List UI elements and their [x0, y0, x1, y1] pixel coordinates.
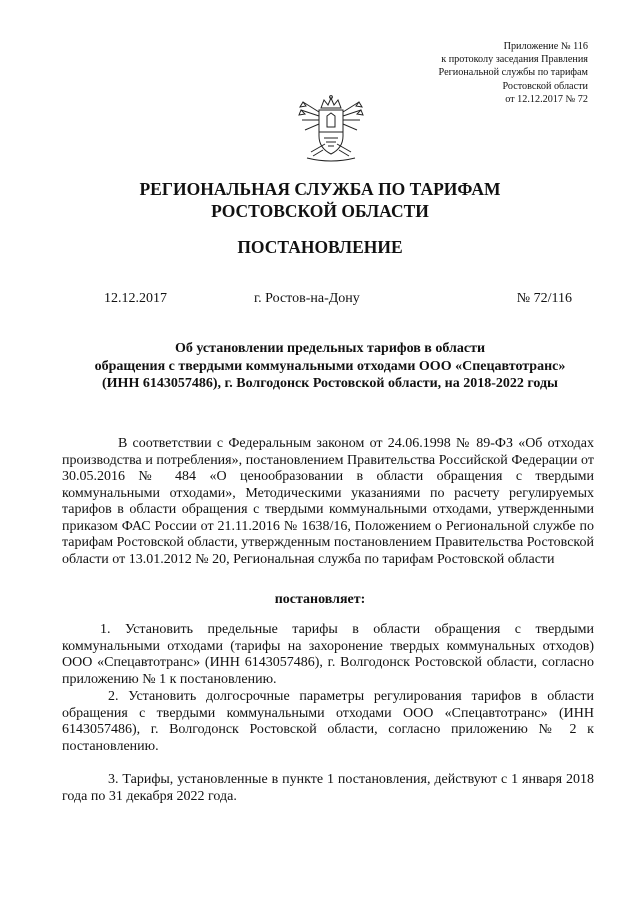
appendix-line-4: Ростовской области [502, 80, 588, 92]
appendix-line-1: Приложение № 116 [503, 41, 588, 52]
appendix-line-5: от 12.12.2017 № 72 [505, 93, 588, 105]
organization-title-line-2: РОСТОВСКОЙ ОБЛАСТИ [211, 201, 429, 221]
resolves-heading: постановляет: [274, 592, 366, 607]
appendix-line-2: к протоколу заседания Правления [441, 54, 588, 66]
document-subject [60, 340, 600, 393]
subject-line-2: обращения с твердыми коммунальными отходами ООО «Спецавтотранс» [94, 358, 566, 374]
resolution-item-2: 2. Установить долгосрочные параметры регулирования тарифов в области обращения с твердыми коммунальными отходами ООО «Спецавтотранс» (ИНН 6143057486), г. Волгодонск Ростовской области, согласно приложению № 2 к постановлению. [62, 689, 594, 754]
organization-title [0, 178, 640, 222]
subject-line-1: Об установлении предельных тарифов в области [174, 341, 486, 356]
document-city: г. Ростов-на-Дону [254, 291, 360, 306]
document-number: № 72/116 [516, 291, 572, 306]
appendix-note [439, 40, 588, 106]
document-type: ПОСТАНОВЛЕНИЕ [237, 237, 403, 257]
resolution-item-1: 1. Установить предельные тарифы в области обращения с твердыми коммунальными отходами (тарифы на захоронение твердых коммунальных отходов) ООО «Спецавтотранс» (ИНН 6143057486), г. Волгодонск Ростовской области, согласно приложению № 1 к постановлению. [62, 622, 594, 687]
document-meta [104, 290, 572, 308]
coat-of-arms-icon [297, 94, 365, 164]
subject-line-3: (ИНН 6143057486), г. Волгодонск Ростовской области, на 2018-2022 годы [102, 376, 558, 391]
preamble-paragraph: В соответствии с Федеральным законом от 24.06.1998 № 89-ФЗ «Об отходах производства и потребления», постановлением Правительства Российской Федерации от 30.05.2016 № 484 «О ценообразовании в области обращения с твердыми коммунальными отходами», Методическими указаниями по расчету регулируемых тарифов в области обращения с твердыми коммунальными отходами, утвержденными приказом ФАС России от 21.11.2016 № 1638/16, Положением о Региональной службе по тарифам Ростовской области, утвержденным постановлением Правительства Ростовской области от 13.01.2012 № 20, Региональная служба по тарифам Ростовской области [62, 436, 594, 567]
resolution-item-3: 3. Тарифы, установленные в пункте 1 постановления, действуют с 1 января 2018 года по 31 декабря 2022 года. [62, 772, 594, 804]
appendix-line-3: Региональной службы по тарифам [438, 67, 588, 79]
organization-title-line-1: РЕГИОНАЛЬНАЯ СЛУЖБА ПО ТАРИФАМ [139, 179, 501, 199]
document-date: 12.12.2017 [104, 291, 167, 306]
